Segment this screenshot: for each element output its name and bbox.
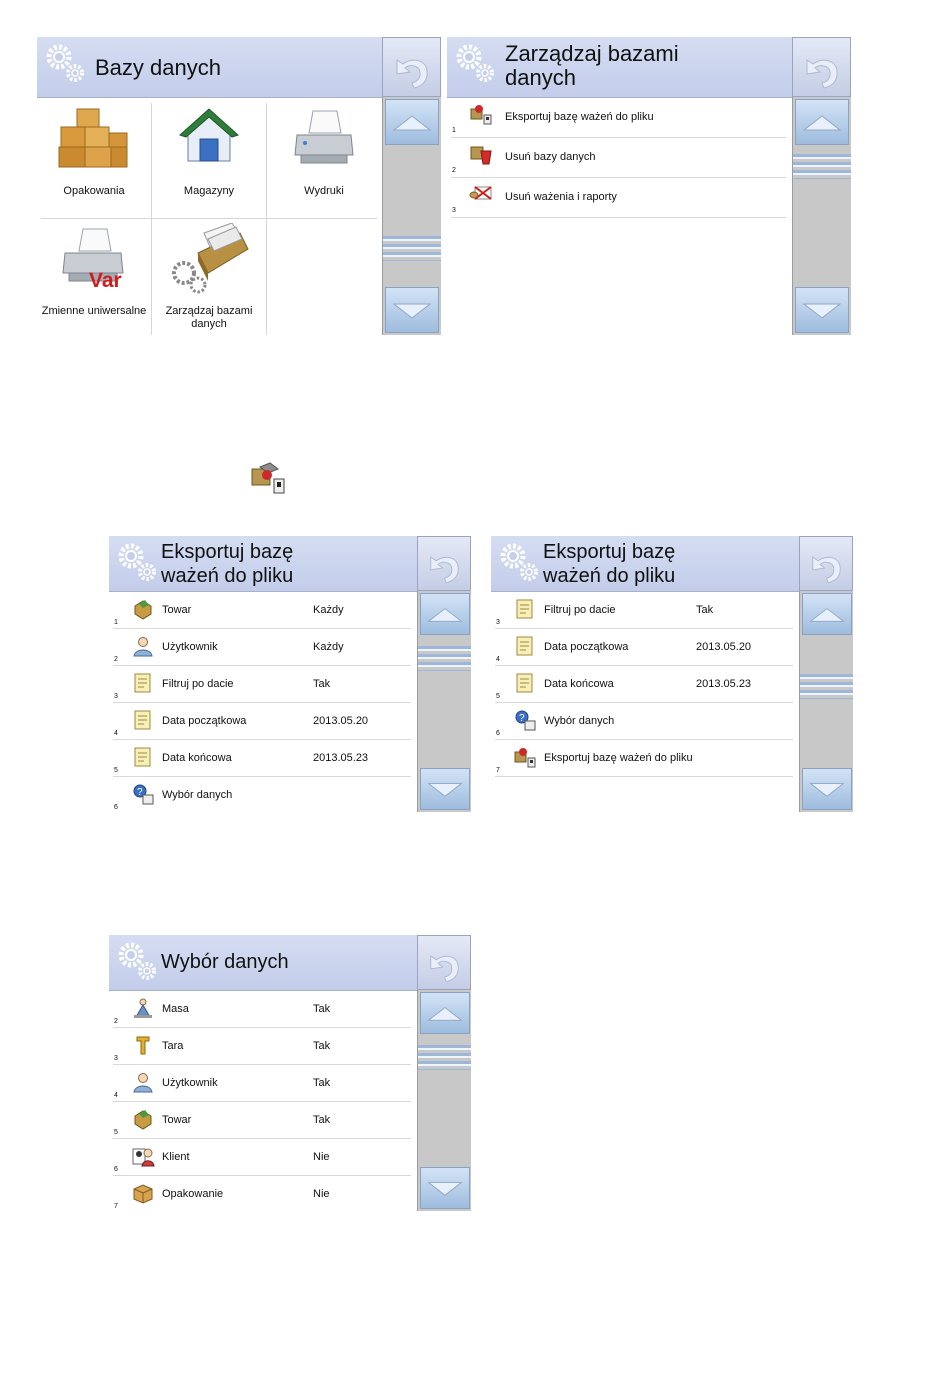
warehouse-icon bbox=[178, 107, 240, 167]
note-icon bbox=[513, 635, 537, 657]
item-value: Nie bbox=[313, 1151, 330, 1163]
list-item-masa[interactable] bbox=[113, 990, 411, 1028]
list-item-delete-weighings[interactable] bbox=[451, 177, 786, 218]
scrollbar[interactable] bbox=[792, 97, 851, 335]
header bbox=[109, 536, 417, 592]
item-label: Wybór danych bbox=[544, 715, 615, 727]
export-icon bbox=[469, 103, 493, 125]
tare-icon bbox=[131, 1034, 155, 1056]
item-number: 2 bbox=[114, 1018, 118, 1025]
scroll-down-button[interactable] bbox=[385, 287, 439, 333]
item-value: 2013.05.23 bbox=[696, 678, 752, 690]
page-title: Zarządzaj bazami danych bbox=[505, 41, 679, 90]
scrollbar[interactable] bbox=[417, 990, 471, 1211]
item-label: Towar bbox=[162, 604, 192, 616]
list-item-uzytkownik[interactable] bbox=[113, 628, 411, 666]
list-item-towar[interactable] bbox=[113, 1101, 411, 1139]
down-arrow-icon bbox=[421, 769, 469, 809]
item-number: 5 bbox=[114, 767, 118, 774]
user-icon bbox=[131, 635, 155, 657]
up-arrow-icon bbox=[421, 993, 469, 1033]
item-value: Każdy bbox=[313, 604, 344, 616]
item-number: 3 bbox=[114, 1055, 118, 1062]
down-arrow-icon bbox=[421, 1168, 469, 1208]
item-number: 3 bbox=[114, 693, 118, 700]
package-icon bbox=[131, 1182, 155, 1204]
tile-label: Opakowania bbox=[63, 185, 125, 197]
scrollbar[interactable] bbox=[417, 591, 471, 812]
svg-text:?: ? bbox=[519, 713, 525, 724]
scroll-up-button[interactable] bbox=[802, 593, 852, 635]
list-item-towar[interactable] bbox=[113, 591, 411, 629]
item-value: Tak bbox=[313, 1114, 331, 1126]
item-label: Użytkownik bbox=[162, 1077, 218, 1089]
screen-data-selection bbox=[109, 935, 471, 1211]
down-arrow-icon bbox=[803, 769, 851, 809]
list-item-opakowanie[interactable] bbox=[113, 1175, 411, 1210]
down-arrow-icon bbox=[796, 288, 848, 332]
item-number: 1 bbox=[452, 127, 456, 134]
page-title: Eksportuj bazę ważeń do pliku bbox=[161, 541, 294, 587]
product-icon bbox=[131, 1108, 155, 1130]
tile-label: Wydruki bbox=[304, 185, 344, 197]
item-label: Masa bbox=[162, 1003, 189, 1015]
screen-export-2 bbox=[491, 536, 853, 812]
list-item-export[interactable] bbox=[451, 97, 786, 138]
item-value: 2013.05.23 bbox=[313, 752, 369, 764]
printer-icon bbox=[291, 107, 357, 169]
item-label: Użytkownik bbox=[162, 641, 218, 653]
list-item-filtruj-po-dacie[interactable] bbox=[113, 665, 411, 703]
item-label: Tara bbox=[162, 1040, 184, 1052]
item-number: 4 bbox=[114, 730, 118, 737]
export-icon bbox=[513, 746, 537, 768]
back-button[interactable] bbox=[382, 37, 441, 97]
item-number: 7 bbox=[114, 1203, 118, 1210]
undo-arrow-icon bbox=[418, 936, 470, 989]
settings-gears-icon bbox=[115, 542, 159, 582]
tile-label: Zarządzaj bazami danych bbox=[165, 305, 253, 330]
scrollbar[interactable] bbox=[799, 591, 853, 812]
scroll-thumb[interactable] bbox=[418, 643, 471, 671]
tile-label: Magazyny bbox=[183, 185, 235, 197]
page-title: Bazy danych bbox=[95, 55, 221, 80]
list-item-data-koncowa[interactable] bbox=[495, 665, 793, 703]
header bbox=[37, 37, 382, 98]
settings-gears-icon bbox=[453, 43, 497, 83]
scroll-thumb[interactable] bbox=[383, 233, 441, 261]
back-button[interactable] bbox=[799, 536, 853, 591]
list-item-wybor-danych[interactable] bbox=[495, 702, 793, 740]
up-arrow-icon bbox=[386, 100, 438, 144]
boxes-icon bbox=[57, 107, 131, 171]
header bbox=[447, 37, 792, 98]
up-arrow-icon bbox=[803, 594, 851, 634]
item-number: 2 bbox=[452, 167, 456, 174]
list-item-filtruj-po-dacie[interactable] bbox=[495, 591, 793, 629]
item-label: Towar bbox=[162, 1114, 192, 1126]
settings-gears-icon bbox=[497, 542, 541, 582]
scroll-up-button[interactable] bbox=[385, 99, 439, 145]
item-label: Data końcowa bbox=[544, 678, 614, 690]
item-value: Tak bbox=[313, 1040, 331, 1052]
item-label: Klient bbox=[162, 1151, 190, 1163]
screen-databases bbox=[37, 37, 441, 335]
list-item-delete-databases[interactable] bbox=[451, 137, 786, 178]
item-label: Usuń ważenia i raporty bbox=[505, 191, 617, 203]
data-select-icon bbox=[513, 709, 537, 731]
data-select-icon bbox=[131, 783, 155, 805]
page-title: Wybór danych bbox=[161, 951, 289, 973]
item-number: 4 bbox=[114, 1092, 118, 1099]
tile-label: Zmienne uniwersalne bbox=[41, 305, 147, 317]
scroll-thumb[interactable] bbox=[793, 151, 851, 179]
settings-gears-icon bbox=[43, 43, 87, 83]
scroll-down-button[interactable] bbox=[795, 287, 849, 333]
note-icon bbox=[131, 709, 155, 731]
tile-zarzadzaj-bazami[interactable] bbox=[152, 219, 266, 333]
item-label: Data początkowa bbox=[544, 641, 629, 653]
item-value: Tak bbox=[313, 1077, 331, 1089]
settings-gears-icon bbox=[115, 941, 159, 981]
scrollbar[interactable] bbox=[382, 97, 441, 335]
item-label: Data końcowa bbox=[162, 752, 232, 764]
screen-manage-databases bbox=[447, 37, 851, 335]
item-value: 2013.05.20 bbox=[696, 641, 752, 653]
var-badge: Var bbox=[89, 269, 122, 292]
undo-arrow-icon bbox=[418, 537, 470, 590]
up-arrow-icon bbox=[796, 100, 848, 144]
list-item-uzytkownik[interactable] bbox=[113, 1064, 411, 1102]
card-drawer-icon bbox=[170, 223, 250, 297]
item-label: Data początkowa bbox=[162, 715, 247, 727]
item-label: Filtruj po dacie bbox=[544, 604, 616, 616]
tile-opakowania[interactable] bbox=[37, 99, 151, 213]
item-number: 5 bbox=[114, 1129, 118, 1136]
scroll-up-button[interactable] bbox=[795, 99, 849, 145]
item-number: 6 bbox=[114, 1166, 118, 1173]
item-value: Każdy bbox=[313, 641, 344, 653]
back-button[interactable] bbox=[792, 37, 851, 97]
tile-wydruki[interactable] bbox=[267, 99, 381, 213]
undo-arrow-icon bbox=[383, 38, 440, 96]
list-item-data-koncowa[interactable] bbox=[113, 739, 411, 777]
header bbox=[109, 935, 417, 991]
item-number: 3 bbox=[496, 619, 500, 626]
item-number: 7 bbox=[496, 767, 500, 774]
customer-icon bbox=[131, 1145, 155, 1167]
page-title: Eksportuj bazę ważeń do pliku bbox=[543, 541, 676, 587]
scroll-down-button[interactable] bbox=[420, 1167, 470, 1209]
back-button[interactable] bbox=[417, 536, 471, 591]
item-label: Eksportuj bazę ważeń do pliku bbox=[544, 752, 693, 764]
product-icon bbox=[131, 598, 155, 620]
mass-icon bbox=[131, 997, 155, 1019]
list-item-data-poczatkowa[interactable] bbox=[495, 628, 793, 666]
scroll-thumb[interactable] bbox=[800, 671, 853, 699]
tile-magazyny[interactable] bbox=[152, 99, 266, 213]
back-button[interactable] bbox=[417, 935, 471, 990]
undo-arrow-icon bbox=[800, 537, 852, 590]
svg-text:?: ? bbox=[137, 787, 143, 798]
item-number: 4 bbox=[496, 656, 500, 663]
item-value: Tak bbox=[313, 1003, 331, 1015]
list-item-wybor-danych[interactable] bbox=[113, 776, 411, 811]
scroll-down-button[interactable] bbox=[420, 768, 470, 810]
scroll-up-button[interactable] bbox=[420, 992, 470, 1034]
item-value: 2013.05.20 bbox=[313, 715, 369, 727]
scroll-thumb[interactable] bbox=[418, 1042, 471, 1070]
item-value: Tak bbox=[313, 678, 331, 690]
delete-db-icon bbox=[469, 143, 493, 165]
header bbox=[491, 536, 799, 592]
list-item-eksportuj[interactable] bbox=[495, 739, 793, 777]
item-label: Wybór danych bbox=[162, 789, 233, 801]
user-icon bbox=[131, 1071, 155, 1093]
export-icon bbox=[250, 461, 286, 495]
down-arrow-icon bbox=[386, 288, 438, 332]
item-label: Eksportuj bazę ważeń do pliku bbox=[505, 111, 654, 123]
item-value: Nie bbox=[313, 1188, 330, 1200]
note-icon bbox=[513, 672, 537, 694]
tile-zmienne-uniwersalne[interactable] bbox=[37, 219, 151, 333]
undo-arrow-icon bbox=[793, 38, 850, 96]
item-number: 1 bbox=[114, 619, 118, 626]
item-label: Opakowanie bbox=[162, 1188, 224, 1200]
note-icon bbox=[131, 672, 155, 694]
item-value: Tak bbox=[696, 604, 714, 616]
up-arrow-icon bbox=[421, 594, 469, 634]
item-label: Usuń bazy danych bbox=[505, 151, 596, 163]
screen-export-1 bbox=[109, 536, 471, 812]
scroll-up-button[interactable] bbox=[420, 593, 470, 635]
note-icon bbox=[131, 746, 155, 768]
item-label: Filtruj po dacie bbox=[162, 678, 234, 690]
item-number: 3 bbox=[452, 207, 456, 214]
item-number: 5 bbox=[496, 693, 500, 700]
item-number: 2 bbox=[114, 656, 118, 663]
delete-weighings-icon bbox=[469, 183, 493, 205]
note-icon bbox=[513, 598, 537, 620]
list-item-data-poczatkowa[interactable] bbox=[113, 702, 411, 740]
scroll-down-button[interactable] bbox=[802, 768, 852, 810]
list-item-tara[interactable] bbox=[113, 1027, 411, 1065]
item-number: 6 bbox=[496, 730, 500, 737]
item-number: 6 bbox=[114, 804, 118, 811]
list-item-klient[interactable] bbox=[113, 1138, 411, 1176]
